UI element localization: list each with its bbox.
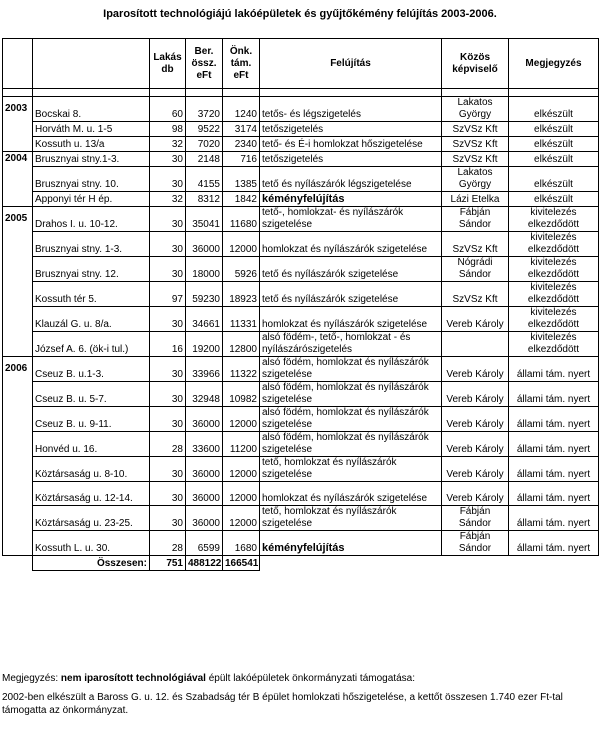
- header-ber: Ber. össz. eFt: [186, 39, 223, 89]
- address-cell: Klauzál G. u. 8/a.: [33, 307, 150, 332]
- table-row: [3, 407, 599, 432]
- address-cell: Brusznyai stny. 12.: [33, 257, 150, 282]
- address-cell: Kossuth L. u. 30.: [33, 531, 150, 556]
- table-row: [3, 457, 599, 482]
- ber-cell: 7020: [186, 137, 223, 152]
- notes-prefix: Megjegyzés:: [2, 673, 59, 684]
- header-lakas: Lakás db: [150, 39, 186, 89]
- year-cell: 2004: [3, 152, 33, 207]
- onk-cell: 12000: [223, 506, 260, 531]
- table-row: [3, 432, 599, 457]
- onk-cell: 10982: [223, 382, 260, 407]
- lakas-cell: 30: [150, 482, 186, 506]
- representative-cell: Fábján Sándor: [442, 506, 509, 531]
- work-cell: homlokzat és nyílászárók szigetelése: [260, 482, 442, 506]
- address-cell: Apponyi tér H ép.: [33, 192, 150, 207]
- page-title: Iparosított technológiájú lakóépületek és gyűjtőkémény felújítás 2003-2006.: [103, 8, 497, 20]
- work-text: kéményfelújítás: [262, 193, 345, 205]
- note-cell: állami tám. nyert: [509, 457, 599, 482]
- note-cell: állami tám. nyert: [509, 407, 599, 432]
- representative-cell: Vereb Károly: [442, 482, 509, 506]
- work-cell: tető és nyílászárók szigetelése: [260, 282, 442, 307]
- address-cell: Brusznyai stny. 1-3.: [33, 232, 150, 257]
- table-row: [3, 207, 599, 232]
- note-cell: állami tám. nyert: [509, 357, 599, 382]
- year-cell: 2003: [3, 97, 33, 152]
- work-cell: tető- és É-i homlokzat hőszigetelése: [260, 137, 442, 152]
- address-cell: Cseuz B. u.1-3.: [33, 357, 150, 382]
- note-cell: elkészült: [509, 97, 599, 122]
- total-row: [3, 556, 599, 571]
- onk-cell: 12800: [223, 332, 260, 357]
- onk-cell: 5926: [223, 257, 260, 282]
- onk-cell: 11322: [223, 357, 260, 382]
- table-row: [3, 167, 599, 192]
- work-cell: tető-, homlokzat- és nyílászárók szigetelése: [260, 207, 442, 232]
- onk-cell: 12000: [223, 232, 260, 257]
- ber-cell: 8312: [186, 192, 223, 207]
- lakas-cell: 60: [150, 97, 186, 122]
- onk-cell: 2340: [223, 137, 260, 152]
- spacer-row: [3, 89, 599, 97]
- address-cell: Köztársaság u. 8-10.: [33, 457, 150, 482]
- ber-cell: 59230: [186, 282, 223, 307]
- ber-cell: 36000: [186, 457, 223, 482]
- representative-cell: Vereb Károly: [442, 382, 509, 407]
- representative-cell: Vereb Károly: [442, 407, 509, 432]
- representative-cell: Lázi Etelka: [442, 192, 509, 207]
- representative-cell: [442, 332, 509, 357]
- note-cell: állami tám. nyert: [509, 506, 599, 531]
- table-row: [3, 357, 599, 382]
- ber-cell: 36000: [186, 482, 223, 506]
- lakas-cell: 16: [150, 332, 186, 357]
- table-row: [3, 192, 599, 207]
- representative-cell: SzVSz Kft: [442, 282, 509, 307]
- note-cell: állami tám. nyert: [509, 482, 599, 506]
- work-cell: alsó födém, homlokzat és nyílászárók szigetelése: [260, 432, 442, 457]
- address-cell: Köztársaság u. 12-14.: [33, 482, 150, 506]
- ber-cell: 33966: [186, 357, 223, 382]
- ber-cell: 36000: [186, 407, 223, 432]
- year-cell: 2006: [3, 357, 33, 556]
- representative-cell: Nógrádi Sándor: [442, 257, 509, 282]
- header-onk: Önk. tám. eFt: [223, 39, 260, 89]
- representative-cell: SzVSz Kft: [442, 152, 509, 167]
- address-cell: Brusznyai stny. 10.: [33, 167, 150, 192]
- table-row: [3, 232, 599, 257]
- onk-cell: 716: [223, 152, 260, 167]
- work-cell: tetőszigetelés: [260, 122, 442, 137]
- header-felujitas: Felújítás: [260, 39, 442, 89]
- representative-cell: SzVSz Kft: [442, 122, 509, 137]
- representative-cell: Lakatos György: [442, 97, 509, 122]
- address-cell: Brusznyai stny.1-3.: [33, 152, 150, 167]
- representative-cell: Vereb Károly: [442, 307, 509, 332]
- ber-cell: 3720: [186, 97, 223, 122]
- note-cell: elkészült: [509, 167, 599, 192]
- note-cell: elkészült: [509, 152, 599, 167]
- representative-cell: Fábján Sándor: [442, 207, 509, 232]
- onk-cell: 3174: [223, 122, 260, 137]
- total-onk: 166541: [223, 556, 260, 571]
- note-cell: elkészült: [509, 122, 599, 137]
- note-cell: kivitelezés elkezdődött: [509, 207, 599, 232]
- work-cell: tető és nyílászárók szigetelése: [260, 257, 442, 282]
- total-ber: 488122: [186, 556, 223, 571]
- onk-cell: 1385: [223, 167, 260, 192]
- onk-cell: 12000: [223, 482, 260, 506]
- notes-section: [2, 672, 592, 723]
- work-cell: alsó födém-, tető-, homlokzat - és nyílászárószigetelés: [260, 332, 442, 357]
- ber-cell: 4155: [186, 167, 223, 192]
- lakas-cell: 97: [150, 282, 186, 307]
- ber-cell: 19200: [186, 332, 223, 357]
- lakas-cell: 30: [150, 257, 186, 282]
- onk-cell: 12000: [223, 457, 260, 482]
- address-cell: József A. 6. (ök-i tul.): [33, 332, 150, 357]
- onk-cell: 1842: [223, 192, 260, 207]
- lakas-cell: 30: [150, 152, 186, 167]
- header-megjegyzes: Megjegyzés: [509, 39, 599, 89]
- lakas-cell: 30: [150, 207, 186, 232]
- ber-cell: 34661: [186, 307, 223, 332]
- ber-cell: 33600: [186, 432, 223, 457]
- notes-line-2: 2002-ben elkészült a Baross G. u. 12. és Szabadság tér B épület homlokzati hőszigetelése, a kettőt összesen 1.740 ezer Ft-tal támogatta az önkormányzat.: [2, 692, 563, 716]
- address-cell: Drahos I. u. 10-12.: [33, 207, 150, 232]
- work-cell: tetőszigetelés: [260, 152, 442, 167]
- lakas-cell: 30: [150, 407, 186, 432]
- lakas-cell: 30: [150, 232, 186, 257]
- table-row: [3, 257, 599, 282]
- table-row: [3, 137, 599, 152]
- note-cell: kivitelezés elkezdődött: [509, 282, 599, 307]
- note-cell: állami tám. nyert: [509, 382, 599, 407]
- work-cell: homlokzat és nyílászárók szigetelése: [260, 232, 442, 257]
- onk-cell: 11680: [223, 207, 260, 232]
- lakas-cell: 30: [150, 506, 186, 531]
- work-cell: alsó födém, homlokzat és nyílászárók szigetelése: [260, 382, 442, 407]
- lakas-cell: 28: [150, 432, 186, 457]
- work-cell: alsó födém, homlokzat és nyílászárók szigetelése: [260, 407, 442, 432]
- header-kozos: Közös képviselő: [442, 39, 509, 89]
- representative-cell: SzVSz Kft: [442, 232, 509, 257]
- address-cell: Cseuz B. u. 9-11.: [33, 407, 150, 432]
- table-row: [3, 332, 599, 357]
- onk-cell: 12000: [223, 407, 260, 432]
- table-row: [3, 531, 599, 556]
- notes-bold: nem iparosított technológiával: [60, 673, 206, 684]
- onk-cell: 1680: [223, 531, 260, 556]
- note-cell: elkészült: [509, 192, 599, 207]
- address-cell: Bocskai 8.: [33, 97, 150, 122]
- notes-rest: épült lakóépületek önkormányzati támogatása:: [208, 673, 415, 684]
- work-cell: [260, 192, 442, 207]
- lakas-cell: 98: [150, 122, 186, 137]
- total-db: 751: [150, 556, 186, 571]
- ber-cell: 36000: [186, 506, 223, 531]
- representative-cell: Lakatos György: [442, 167, 509, 192]
- work-cell: homlokzat és nyílászárók szigetelése: [260, 307, 442, 332]
- table-row: [3, 97, 599, 122]
- lakas-cell: 32: [150, 137, 186, 152]
- lakas-cell: 32: [150, 192, 186, 207]
- ber-cell: 18000: [186, 257, 223, 282]
- lakas-cell: 28: [150, 531, 186, 556]
- table-row: [3, 122, 599, 137]
- table-row: [3, 482, 599, 506]
- onk-cell: 11331: [223, 307, 260, 332]
- lakas-cell: 30: [150, 307, 186, 332]
- ber-cell: 35041: [186, 207, 223, 232]
- table-row: [3, 307, 599, 332]
- ber-cell: 9522: [186, 122, 223, 137]
- note-cell: kivitelezés elkezdődött: [509, 257, 599, 282]
- lakas-cell: 30: [150, 167, 186, 192]
- onk-cell: 18923: [223, 282, 260, 307]
- address-cell: Kossuth u. 13/a: [33, 137, 150, 152]
- work-cell: tető és nyílászárók légszigetelése: [260, 167, 442, 192]
- ber-cell: 6599: [186, 531, 223, 556]
- work-cell: tetős- és légszigetelés: [260, 97, 442, 122]
- lakas-cell: 30: [150, 382, 186, 407]
- work-cell: tető, homlokzat és nyílászárók szigetelése: [260, 457, 442, 482]
- table-row: [3, 152, 599, 167]
- table-row: [3, 382, 599, 407]
- onk-cell: 11200: [223, 432, 260, 457]
- notes-line-1: [2, 672, 592, 685]
- total-label: Összesen:: [33, 556, 150, 571]
- note-cell: állami tám. nyert: [509, 432, 599, 457]
- ber-cell: 32948: [186, 382, 223, 407]
- note-cell: állami tám. nyert: [509, 531, 599, 556]
- address-cell: Kossuth tér 5.: [33, 282, 150, 307]
- representative-cell: Vereb Károly: [442, 457, 509, 482]
- work-cell: tető, homlokzat és nyílászárók szigetelése: [260, 506, 442, 531]
- work-cell: [260, 531, 442, 556]
- ber-cell: 2148: [186, 152, 223, 167]
- address-cell: Honvéd u. 16.: [33, 432, 150, 457]
- address-cell: Cseuz B. u. 5-7.: [33, 382, 150, 407]
- lakas-cell: 30: [150, 457, 186, 482]
- header-address: [33, 39, 150, 89]
- year-cell: 2005: [3, 207, 33, 357]
- representative-cell: Fábján Sándor: [442, 531, 509, 556]
- representative-cell: Vereb Károly: [442, 357, 509, 382]
- note-cell: elkészült: [509, 137, 599, 152]
- note-cell: kivitelezés elkezdődött: [509, 232, 599, 257]
- header-year: [3, 39, 33, 89]
- work-cell: alsó födém, homlokzat és nyílászárók szigetelése: [260, 357, 442, 382]
- header-row: [3, 39, 599, 89]
- renovation-table: [2, 38, 599, 571]
- table-row: [3, 506, 599, 531]
- note-cell: kivitelezés elkezdődött: [509, 307, 599, 332]
- representative-cell: Vereb Károly: [442, 432, 509, 457]
- work-text: kéményfelújítás: [262, 542, 345, 554]
- table-row: [3, 282, 599, 307]
- lakas-cell: 30: [150, 357, 186, 382]
- note-cell: kivitelezés elkezdődött: [509, 332, 599, 357]
- onk-cell: 1240: [223, 97, 260, 122]
- address-cell: Horváth M. u. 1-5: [33, 122, 150, 137]
- representative-cell: SzVSz Kft: [442, 137, 509, 152]
- address-cell: Köztársaság u. 23-25.: [33, 506, 150, 531]
- ber-cell: 36000: [186, 232, 223, 257]
